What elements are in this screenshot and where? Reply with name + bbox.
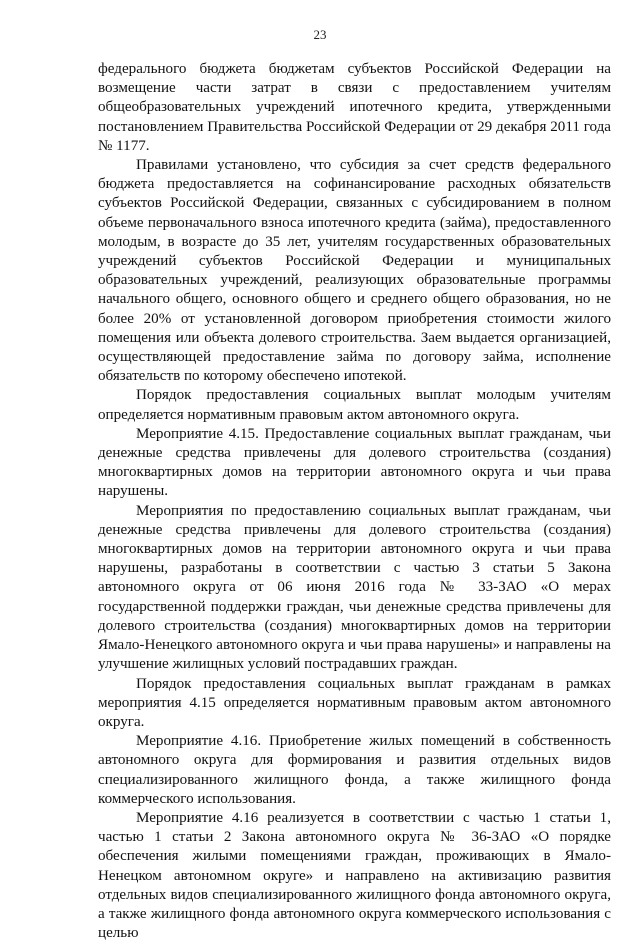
paragraph-8: Мероприятие 4.16 реализуется в соответствии с частью 1 статьи 1, частью 1 статьи 2 Закона автономного округа № 36-ЗАО «О порядке обеспечения жилыми помещениями граждан, проживающих в Ямало-Ненецком автономном округе» и направлено на активизацию развития отдельных видов специализированного жилищного фонда автономного округа, а также жилищного фонда автономного округа коммерческого использования с целью	[98, 809, 611, 942]
paragraph-7: Мероприятие 4.16. Приобретение жилых помещений в собственность автономного округа для формирования и развития отдельных видов специализированного жилищного фонда, а также жилищного фонда коммерческого использования.	[98, 733, 611, 807]
document-body	[98, 60, 611, 943]
paragraph-6: Порядок предоставления социальных выплат гражданам в рамках мероприятия 4.15 определяется нормативным правовым актом автономного округа.	[98, 675, 611, 730]
paragraph-2: Правилами установлено, что субсидия за счет средств федерального бюджета предоставляется на софинансирование расходных обязательств субъектов Российской Федерации, связанных с субсидированием в полном объеме первоначального взноса ипотечного кредита (займа), предоставленного молодым, в возрасте до 35 лет, учителям государственных образовательных учреждений субъектов Российской Федерации и муниципальных образовательных учреждений, реализующих образовательные программы начального общего, основного общего и среднего общего образования, но не более 20% от установленной договором приобретения стоимости жилого помещения или объекта долевого строительства. Заем выдается организацией, осуществляющей предоставление займа по договору займа, исполнение обязательств по которому обеспечено ипотекой.	[98, 157, 611, 385]
paragraph-4: Мероприятие 4.15. Предоставление социальных выплат гражданам, чьи денежные средства привлечены для долевого строительства (создания) многоквартирных домов на территории автономного округа и чьи права нарушены.	[98, 425, 611, 500]
paragraph-3: Порядок предоставления социальных выплат молодым учителям определяется нормативным правовым актом автономного округа.	[98, 387, 611, 423]
page-number: 23	[313, 27, 327, 42]
paragraph-1: федерального бюджета бюджетам субъектов Российской Федерации на возмещение части затрат в связи с предоставлением учителям общеобразовательных учреждений ипотечного кредита, утвержденными постановлением Правительства Российской Федерации от 29 декабря 2011 года № 1177.	[98, 61, 611, 154]
paragraph-5: Мероприятия по предоставлению социальных выплат гражданам, чьи денежные средства привлечены для долевого строительства (создания) многоквартирных домов на территории автономного округа и чьи права нарушены, разработаны в соответствии с частью 3 статьи 5 Закона автономного округа от 06 июня 2016 года № 33-ЗАО «О мерах государственной поддержки граждан, чьи денежные средства привлечены для долевого строительства (создания) многоквартирных домов на территории Ямало-Ненецкого автономного округа и чьи права нарушены» и направлены на улучшение жилищных условий пострадавших граждан.	[98, 502, 611, 673]
